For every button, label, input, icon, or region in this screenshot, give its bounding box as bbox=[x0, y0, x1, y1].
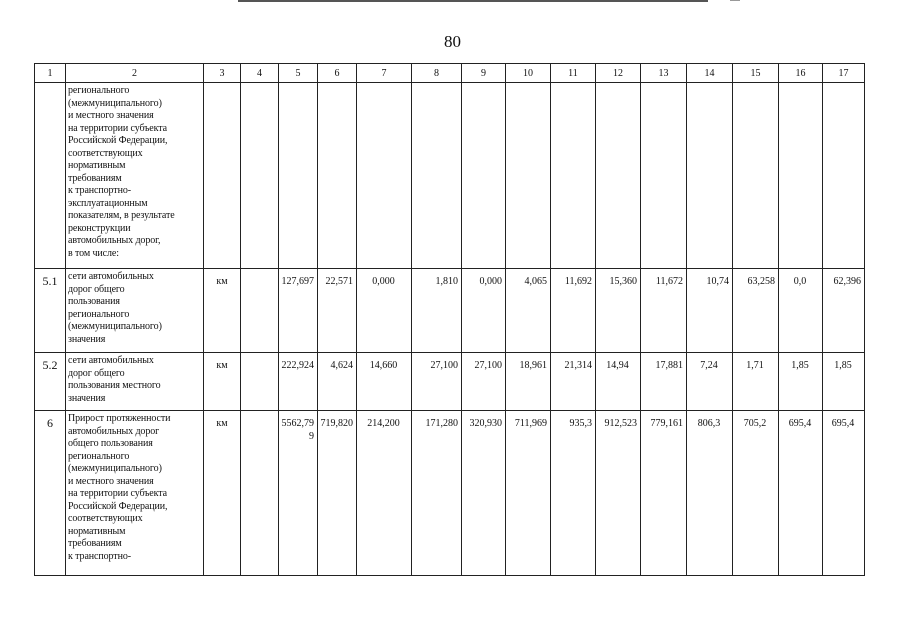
name-line: требованиям bbox=[68, 172, 122, 184]
name-line: эксплуатационным bbox=[68, 197, 148, 209]
value-cell: 21,314 bbox=[551, 353, 596, 411]
header-cell: 12 bbox=[596, 64, 641, 83]
value-cell: 935,3 bbox=[551, 411, 596, 576]
name-line: показателям, в результате bbox=[68, 210, 175, 221]
page-number: 80 bbox=[444, 32, 461, 51]
value-cell: 11,692 bbox=[551, 269, 596, 353]
value-cell: 695,4 bbox=[823, 411, 865, 576]
value-cell: 14,94 bbox=[596, 353, 641, 411]
value-cell: 0,0 bbox=[779, 269, 823, 353]
top-border-mark bbox=[730, 0, 740, 1]
value-cell: 705,2 bbox=[733, 411, 779, 576]
name-line: соответствующих bbox=[68, 513, 143, 524]
name-line: требованиям bbox=[68, 538, 122, 549]
value-cell: 5562,799 bbox=[279, 411, 318, 576]
header-cell: 5 bbox=[279, 64, 318, 83]
value-cell: 0,000 bbox=[462, 269, 506, 353]
value-cell: 18,961 bbox=[506, 353, 551, 411]
value-cell: 1,71 bbox=[733, 353, 779, 411]
name-line: пользования местного bbox=[68, 380, 161, 391]
header-cell: 8 bbox=[412, 64, 462, 83]
name-line: дорог общего bbox=[68, 283, 125, 295]
header-cell: 7 bbox=[357, 64, 412, 83]
name-line: нормативным bbox=[68, 160, 126, 171]
header-row bbox=[35, 64, 865, 83]
value-cell: 695,4 bbox=[779, 411, 823, 576]
value-cell: 1,85 bbox=[823, 353, 865, 411]
table-row bbox=[35, 269, 865, 353]
name-line: дорог общего bbox=[68, 367, 125, 379]
name-line: и местного значения bbox=[68, 475, 154, 487]
name-line: (межмуниципального) bbox=[68, 97, 162, 109]
name-line: на территории субъекта bbox=[68, 122, 167, 134]
value-cell: 719,820 bbox=[318, 411, 357, 576]
value-cell: 11,672 bbox=[641, 269, 687, 353]
value-cell: 4,065 bbox=[506, 269, 551, 353]
name-line: соответствующих bbox=[68, 147, 143, 159]
name-line: регионального bbox=[68, 85, 130, 96]
header-cell: 1 bbox=[35, 64, 66, 83]
header-cell: 3 bbox=[204, 64, 241, 83]
table-row bbox=[35, 83, 865, 269]
name-line: Российской Федерации, bbox=[68, 135, 168, 146]
name-line: и местного значения bbox=[68, 110, 154, 121]
table-row bbox=[35, 353, 865, 411]
row-index: 5.2 bbox=[35, 353, 66, 411]
name-line: значения bbox=[68, 392, 106, 404]
row-name bbox=[66, 411, 204, 576]
name-line: регионального bbox=[68, 450, 130, 462]
name-line: сети автомобильных bbox=[68, 355, 154, 366]
name-line: (межмуниципального) bbox=[68, 463, 162, 474]
table-row bbox=[35, 411, 865, 576]
unit-cell: км bbox=[204, 411, 241, 576]
value-cell: 63,258 bbox=[733, 269, 779, 353]
value-cell: 27,100 bbox=[462, 353, 506, 411]
header-cell: 15 bbox=[733, 64, 779, 83]
value-cell: 711,969 bbox=[506, 411, 551, 576]
value-cell: 4,624 bbox=[318, 353, 357, 411]
header-cell: 10 bbox=[506, 64, 551, 83]
name-line: Прирост протяженности bbox=[68, 413, 171, 424]
name-line: нормативным bbox=[68, 525, 126, 537]
name-line: (межмуниципального) bbox=[68, 321, 162, 332]
header-cell: 14 bbox=[687, 64, 733, 83]
name-line: регионального bbox=[68, 308, 130, 320]
name-line: в том числе: bbox=[68, 247, 119, 259]
value-cell: 171,280 bbox=[412, 411, 462, 576]
value-cell: 14,660 bbox=[357, 353, 412, 411]
header-cell: 13 bbox=[641, 64, 687, 83]
value-cell: 27,100 bbox=[412, 353, 462, 411]
value-cell: 1,810 bbox=[412, 269, 462, 353]
header-cell: 4 bbox=[241, 64, 279, 83]
value-cell: 22,571 bbox=[318, 269, 357, 353]
header-cell: 9 bbox=[462, 64, 506, 83]
unit-cell: км bbox=[204, 353, 241, 411]
name-line: к транспортно- bbox=[68, 185, 131, 196]
value-cell: 127,697 bbox=[279, 269, 318, 353]
name-line: общего пользования bbox=[68, 438, 153, 449]
name-line: Российской Федерации, bbox=[68, 500, 168, 512]
row-name bbox=[66, 83, 204, 269]
header-cell: 6 bbox=[318, 64, 357, 83]
value-cell: 0,000 bbox=[357, 269, 412, 353]
top-border-line bbox=[238, 0, 708, 2]
value-cell: 10,74 bbox=[687, 269, 733, 353]
header-cell: 16 bbox=[779, 64, 823, 83]
row-index: 5.1 bbox=[35, 269, 66, 353]
header-cell: 11 bbox=[551, 64, 596, 83]
value-cell: 214,200 bbox=[357, 411, 412, 576]
value-cell: 7,24 bbox=[687, 353, 733, 411]
value-cell: 779,161 bbox=[641, 411, 687, 576]
header-cell: 17 bbox=[823, 64, 865, 83]
value-cell: 222,924 bbox=[279, 353, 318, 411]
row-index bbox=[35, 83, 66, 269]
value-cell: 806,3 bbox=[687, 411, 733, 576]
name-line: автомобильных дорог, bbox=[68, 235, 161, 246]
name-line: сети автомобильных bbox=[68, 271, 154, 282]
value-cell: 320,930 bbox=[462, 411, 506, 576]
name-line: к транспортно- bbox=[68, 550, 131, 562]
row-index: 6 bbox=[35, 411, 66, 576]
value-cell: 15,360 bbox=[596, 269, 641, 353]
name-line: пользования bbox=[68, 296, 120, 307]
name-line: значения bbox=[68, 333, 106, 345]
name-line: реконструкции bbox=[68, 222, 131, 234]
row-name bbox=[66, 353, 204, 411]
row-name bbox=[66, 269, 204, 353]
unit-cell: км bbox=[204, 269, 241, 353]
name-line: автомобильных дорог bbox=[68, 425, 160, 437]
value-cell: 912,523 bbox=[596, 411, 641, 576]
data-table bbox=[34, 63, 865, 576]
value-cell: 62,396 bbox=[823, 269, 865, 353]
value-cell: 1,85 bbox=[779, 353, 823, 411]
header-cell: 2 bbox=[66, 64, 204, 83]
value-cell: 17,881 bbox=[641, 353, 687, 411]
name-line: на территории субъекта bbox=[68, 488, 167, 499]
